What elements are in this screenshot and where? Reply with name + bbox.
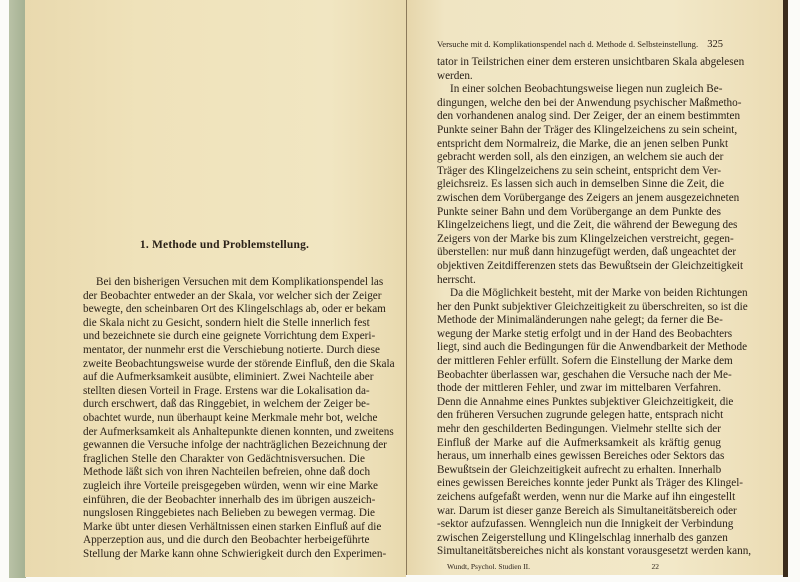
text-line: zeichens aufgefaßt werden, wenn nur die Marke auf ihn eingestellt [437, 491, 736, 503]
text-line: Punkte seiner Bahn der Träger des Klingelzeichens zu sein scheint, [437, 123, 738, 136]
text-line: werden. [437, 69, 473, 82]
text-line: der mittleren Fehler erfüllt. Sofern die Einstellung der Marke dem [437, 355, 733, 368]
text-line: der Beobachter entweder an der Skala, vor welcher sich der Zeiger [83, 289, 382, 302]
text-line: mentator, der nunmehr erst die Verschiebung notierte. Durch diese [83, 343, 380, 356]
text-line: Bewußtsein der Gleichzeitigkeit aufrecht zu erhalten. Innerhalb [437, 463, 722, 476]
text-line: Apperzeption aus, und die durch den Beobachter herbeigeführte [83, 534, 370, 547]
text-line: Methode läßt sich von ihren Nachteilen befreien, ohne daß doch [83, 466, 371, 479]
text-line: zwischen dem Vorübergange des Zeigers an jenem ausgezeichneten [437, 191, 740, 204]
left-page-text [83, 276, 395, 561]
text-line: her den Punkt subjektiver Gleichzeitigkeit zu überschreiten, so ist die [437, 300, 748, 313]
text-line: gebracht werden soll, als den einzigen, an welchem sie auch der [437, 151, 724, 164]
page-number: 325 [707, 39, 723, 50]
text-line: durch erschwert, daß das Ringgebiet, in welchem der Zeiger be- [83, 398, 370, 411]
text-line: Punkte seiner Bahn und dem Vorübergange an dem Punkte des [437, 205, 721, 218]
cover-edge-strip [9, 0, 26, 578]
text-line: den früheren Versuchen zugrunde gelegen hatte, entsprach nicht [437, 409, 724, 422]
text-line: dingungen, welche den bei der Anwendung psychischer Maßmetho- [437, 96, 742, 109]
text-line: Beobachter überlassen war, geschahen die Versuche nach der Me- [437, 368, 732, 381]
text-line: liegt, sind auch die Bedingungen für die Anwendbarkeit der Methode [437, 341, 748, 354]
text-line: zugleich ihre Vorteile preisgegeben würden, wenn wir eine Marke [83, 479, 379, 492]
back-cover-edge [783, 0, 788, 577]
text-line: tator in Teilstrichen einer dem ersteren unsichtbaren Skala abgelesen [437, 56, 745, 68]
text-line: gleichsreiz. Es lassen sich auch in demselben Sinne die Zeit, die [437, 178, 725, 191]
text-line: heraus, um innerhalb eines gewissen Bereiches oder Sektors das [437, 450, 725, 463]
text-line: zweite Beobachtungsweise wurde der störende Einfluß, den die Skala [83, 357, 395, 370]
running-head-title: Versuche mit d. Komplikationspendel nach d. Methode d. Selbsteinstellung. [437, 39, 699, 49]
text-line: Träger des Klingelzeichens zu sein scheint, entspricht dem Ver- [437, 164, 722, 177]
section-heading: 1. Methode und Problemstellung. [139, 239, 310, 251]
text-line: einführen, die der Beobachter innerhalb des im übrigen auszeich- [83, 493, 376, 506]
text-line: thode der mittleren Fehler, und zwar im mittelbaren Verfahren. [437, 382, 721, 395]
text-line: In einer solchen Beobachtungsweise liegen nun zugleich Be- [450, 83, 723, 96]
text-line: Denn die Annahme eines Punktes subjektiver Gleichzeitigkeit, die [437, 395, 734, 408]
text-line: zwischen Zeigerstellung und Klingelschlag innerhalb des ganzen [437, 531, 728, 544]
text-line: Klingelzeichens liegt, und die Zeit, die während der Bewegung des [437, 219, 738, 232]
text-line: der Aufmerksamkeit als Anhaltepunkte dienen konnten, und zweitens [83, 425, 394, 438]
text-line: Bei den bisherigen Versuchen mit dem Komplikationspendel las [96, 276, 384, 288]
text-line: Methode der Minimaländerungen nahe gelegt; da ferner die Be- [437, 314, 723, 327]
text-line: fraglichen Stelle den Charakter von Gedächtnisversuchen. Die [83, 452, 365, 465]
text-line: die Skala nicht zu Gesicht, sondern hielt die Stelle innerlich fest [83, 316, 370, 329]
right-page-text [437, 56, 752, 559]
text-line: objektiven Zeitdifferenzen stets das Bewußtsein der Gleichzeitigkeit [437, 259, 744, 272]
text-line: gewannen die Versuche infolge der nachträglichen Bezeichnung der [83, 439, 387, 452]
running-head [437, 39, 723, 50]
text-line: eines gewissen Bereiches konnte jeder Punkt als Träger des Klingel- [437, 477, 744, 490]
text-line: obachtet wurde, nun überhaupt keine Merkmale mehr bot, welche [83, 411, 378, 424]
text-line: stellten diesen Vorteil in Frage. Erstens war die Lokalisation da- [83, 384, 370, 397]
text-line: nungslosen Ringgebietes nach Belieben zu bewegen vermag. Die [83, 507, 376, 520]
text-line: und bezeichnete sie durch eine geignete Vorrichtung dem Experi- [83, 330, 376, 343]
text-line: Da die Möglichkeit besteht, mit der Marke von beiden Richtungen [450, 287, 748, 300]
text-line: bewegte, den scheinbaren Ort des Klingelschlags ab, oder er bekam [83, 303, 386, 316]
sheet-number: 22 [651, 562, 659, 571]
text-line: wegung der Marke stetig erfolgt und in der Hand des Beobachters [437, 327, 733, 340]
text-line: entspricht dem Normalreiz, die Marke, die an jenen selben Punkt [437, 137, 729, 150]
text-line: Simultaneitätsbereiches nicht als konstant vorausgesetzt werden kann, [437, 545, 752, 558]
text-line: war. Darum ist dieser ganze Bereich als Simultaneitätsbereich oder [437, 504, 737, 517]
text-line: herrscht. [437, 273, 476, 286]
text-line: mehr den geschilderten Bedingungen. Vielmehr stellte sich der [437, 423, 721, 436]
text-line: Marke übt unter diesen Verhältnissen einen starken Einfluß auf die [83, 520, 382, 533]
text-line: Stellung der Marke kann ohne Schwierigkeit durch den Experimen- [83, 547, 387, 560]
footer-signature: Wundt, Psychol. Studien II. [447, 562, 531, 571]
text-line: Einfluß der Marke auf die Aufmerksamkeit als kräftig genug [437, 436, 721, 449]
text-line: überstellen: nur muß dann hinzugefügt werden, daß ungeachtet der [437, 246, 737, 259]
text-line: Zeigers von der Marke bis zum Klingelzeichen verstreicht, gegen- [437, 232, 734, 245]
page-footer [447, 562, 659, 571]
text-line: den vorhandenen analog sind. Der Zeiger, der an einem bestimmten [437, 110, 741, 123]
text-line: auf die Aufmerksamkeit ausübte, eliminiert. Zwei Nachteile aber [83, 371, 374, 384]
text-line: -sektor aufzufassen. Wenngleich nun die Innigkeit der Verbindung [437, 518, 734, 531]
